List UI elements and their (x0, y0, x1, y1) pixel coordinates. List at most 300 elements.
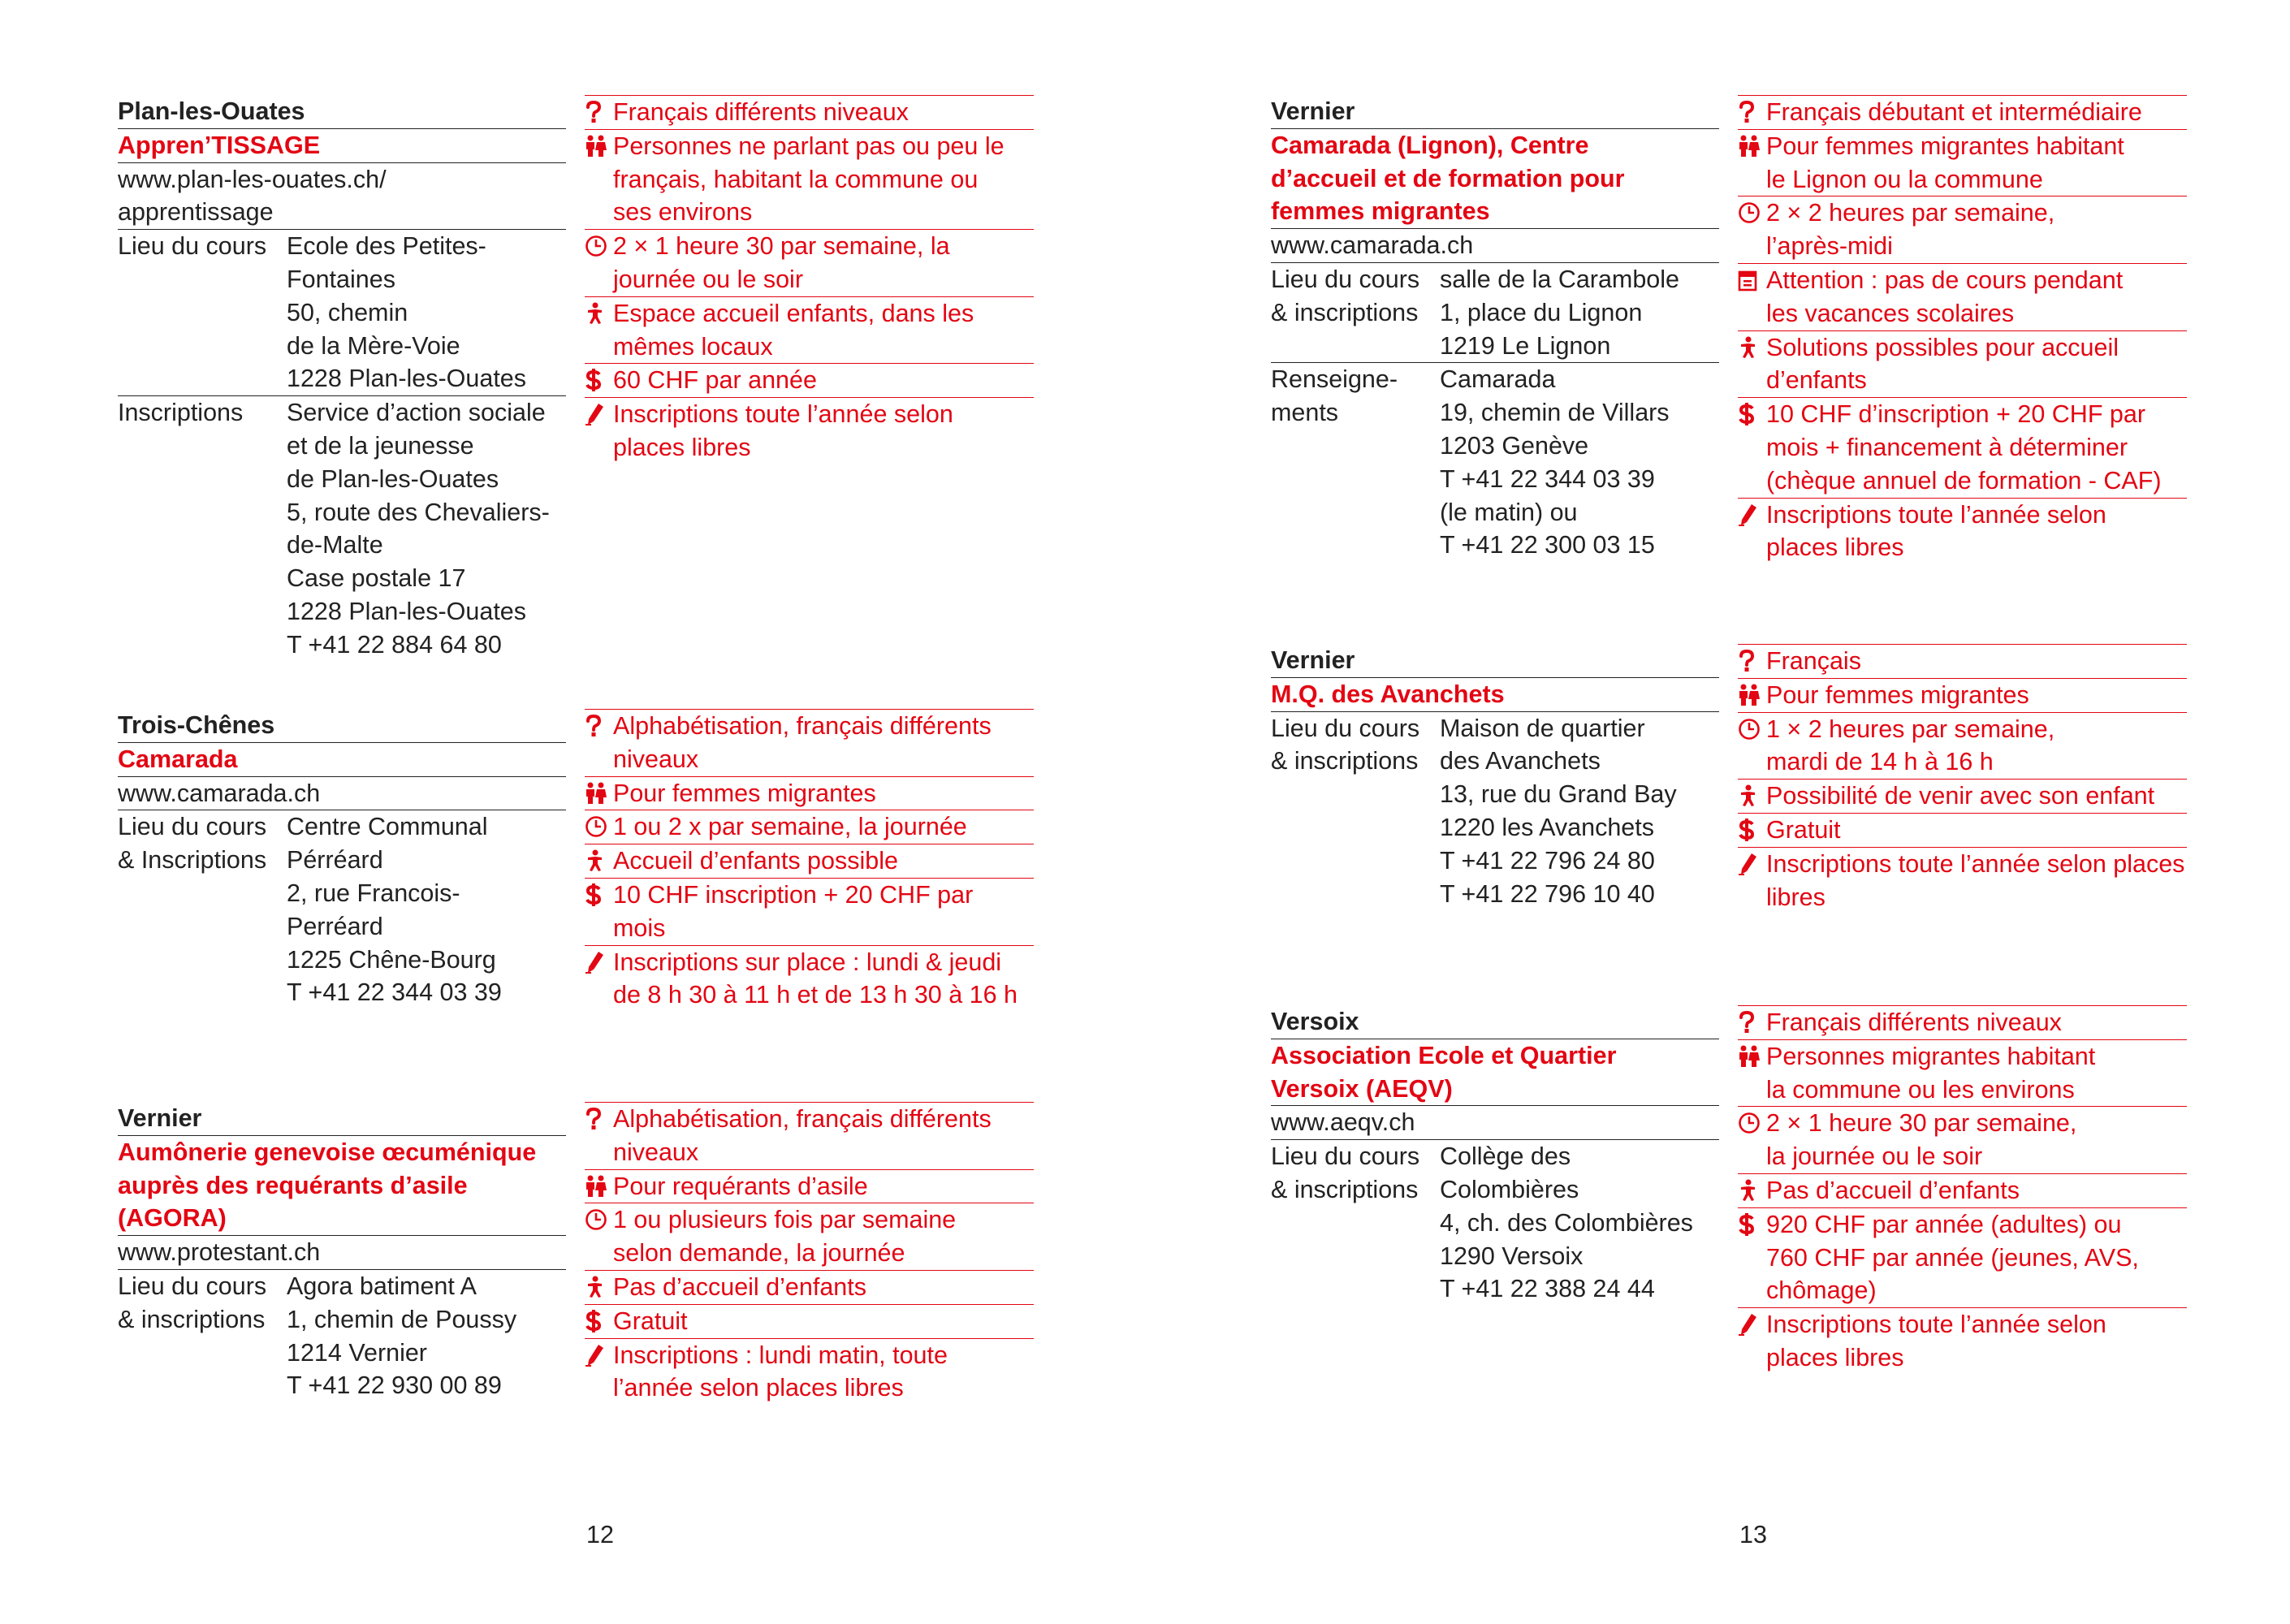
info-text (1766, 1208, 2187, 1307)
info-line: Inscriptions toute l’année selon (613, 400, 953, 429)
address-line: T +41 22 344 03 39 (1440, 464, 1655, 493)
info-line: 1 ou 2 x par semaine, la journée (613, 813, 967, 841)
address-line: T +41 22 388 24 44 (1440, 1275, 1655, 1303)
info-line: 2 × 1 heure 30 par semaine, la (613, 232, 950, 261)
address-line: et de la jeunesse (287, 431, 474, 460)
pen-icon (1738, 499, 1766, 565)
info-text (1766, 645, 2187, 678)
organization-line: Camarada (118, 745, 238, 773)
label-line: & inscriptions (118, 1305, 266, 1333)
info-text (613, 96, 1034, 129)
info-text (613, 1271, 1034, 1304)
address-block (118, 395, 566, 661)
info-item (1738, 712, 2187, 780)
course-info-list (585, 1102, 1034, 1405)
info-line: Alphabétisation, français différents (613, 712, 992, 740)
info-line: Solutions possibles pour accueil (1766, 333, 2119, 361)
info-item (1738, 678, 2187, 712)
info-line: Gratuit (1766, 815, 1841, 844)
address-line: Maison de quartier (1440, 714, 1645, 742)
info-item (585, 844, 1034, 878)
label-line: & inscriptions (1271, 298, 1419, 326)
address-line: T +41 22 344 03 39 (287, 978, 502, 1007)
info-item (585, 397, 1034, 464)
website-line[interactable]: apprentissage (118, 198, 274, 227)
website-link[interactable] (1271, 228, 1719, 262)
child-icon (585, 844, 613, 878)
address-line: 1, place du Lignon (1440, 298, 1643, 326)
info-item (585, 810, 1034, 844)
label-line: Lieu du cours (1271, 265, 1420, 293)
people-icon (1738, 130, 1766, 197)
info-item (1738, 196, 2187, 263)
info-line: 920 CHF par année (adultes) ou (1766, 1210, 2122, 1238)
info-text (613, 810, 1034, 844)
question-icon (585, 96, 613, 129)
entry-details (1271, 1005, 1719, 1306)
address-line: Pérréard (287, 846, 383, 875)
address-text (287, 230, 566, 395)
label-line: Lieu du cours (118, 1272, 267, 1300)
child-icon (1738, 1174, 1766, 1207)
info-text (1766, 1040, 2187, 1107)
dollar-icon (585, 1305, 613, 1338)
address-text (287, 396, 566, 661)
info-text (613, 130, 1034, 229)
label-line: Lieu du cours (1271, 1142, 1420, 1171)
website-link[interactable] (1271, 1105, 1719, 1139)
info-line: Personnes ne parlant pas ou peu le (613, 132, 1005, 160)
info-item (585, 95, 1034, 129)
info-line: Français débutant et intermédiaire (1766, 98, 2142, 126)
website-line[interactable]: www.aeqv.ch (1271, 1108, 1415, 1137)
child-icon (1738, 331, 1766, 398)
dollar-icon (1738, 814, 1766, 847)
info-item (1738, 1106, 2187, 1173)
address-line: 1225 Chêne-Bourg (287, 945, 496, 974)
label-line: Lieu du cours (118, 232, 267, 261)
address-line: Centre Communal (287, 813, 488, 841)
info-line: chômage) (1766, 1276, 1877, 1305)
info-line: Accueil d’enfants possible (613, 847, 898, 875)
organization-name (118, 742, 566, 776)
location-heading: Vernier (1271, 97, 1355, 125)
label-line: Inscriptions (118, 399, 244, 427)
info-item (585, 1304, 1034, 1338)
label-line: & inscriptions (1271, 747, 1419, 775)
address-line: 13, rue du Grand Bay (1440, 780, 1677, 809)
info-line: Attention : pas de cours pendant (1766, 266, 2124, 294)
info-item (1738, 1039, 2187, 1107)
info-line: mois + financement à déterminer (1766, 433, 2128, 461)
address-line: 1214 Vernier (287, 1338, 427, 1367)
info-text (613, 297, 1034, 364)
info-item (585, 1270, 1034, 1304)
address-label (1271, 363, 1440, 562)
info-text (1766, 1308, 2187, 1375)
page-number: 12 (586, 1521, 614, 1548)
address-line: Ecole des Petites- (287, 232, 486, 261)
organization-line: Camarada (Lignon), Centre (1271, 131, 1589, 159)
address-line: 1228 Plan-les-Ouates (287, 597, 527, 625)
info-line: Inscriptions : lundi matin, toute (613, 1341, 948, 1369)
child-icon (585, 1271, 613, 1304)
address-line: 19, chemin de Villars (1440, 399, 1670, 427)
info-item (585, 1203, 1034, 1270)
info-line: Inscriptions toute l’année selon (1766, 500, 2106, 529)
info-line: Possibilité de venir avec son enfant (1766, 782, 2155, 810)
info-line: 2 × 2 heures par semaine, (1766, 199, 2055, 227)
info-text (613, 1339, 1034, 1406)
organization-line: d’accueil et de formation pour (1271, 164, 1625, 192)
organization-name (1271, 128, 1719, 228)
info-line: Français différents niveaux (1766, 1009, 2062, 1036)
info-item (1738, 644, 2187, 678)
address-line: Fontaines (287, 265, 395, 293)
info-line: mois (613, 914, 666, 942)
address-label (1271, 1140, 1440, 1306)
address-text (287, 810, 566, 1009)
website-line[interactable]: www.camarada.ch (118, 779, 321, 807)
address-block (1271, 711, 1719, 911)
address-line: 2, rue Francois- (287, 879, 460, 907)
info-item (585, 776, 1034, 810)
dollar-icon (1738, 398, 1766, 497)
info-line: mêmes locaux (613, 332, 773, 361)
info-item (1738, 330, 2187, 398)
address-text (1440, 1140, 1719, 1306)
address-line: (le matin) ou (1440, 498, 1578, 526)
info-text (613, 946, 1034, 1013)
organization-line: Association Ecole et Quartier (1271, 1041, 1617, 1069)
info-text (1766, 713, 2187, 780)
entry-details (118, 95, 566, 662)
address-label (118, 230, 287, 395)
info-line: niveaux (613, 1138, 699, 1166)
address-line: Case postale 17 (287, 564, 466, 593)
course-info-list (1738, 95, 2187, 564)
website-line[interactable]: www.camarada.ch (1271, 231, 1474, 260)
pen-icon (585, 1339, 613, 1406)
info-item (1738, 813, 2187, 847)
pen-icon (585, 398, 613, 464)
info-line: Pas d’accueil d’enfants (1766, 1176, 2020, 1204)
info-line: 10 CHF d’inscription + 20 CHF par (1766, 400, 2146, 429)
organization-name (118, 128, 566, 162)
info-item (1738, 1307, 2187, 1375)
info-text (613, 1305, 1034, 1338)
question-icon (585, 1103, 613, 1169)
label-line: & Inscriptions (118, 846, 267, 875)
info-line: Personnes migrantes habitant (1766, 1042, 2096, 1070)
info-item (585, 878, 1034, 945)
clock-icon (585, 1203, 613, 1270)
course-info-list (1738, 644, 2187, 914)
info-text (613, 364, 1034, 397)
organization-line: (AGORA) (118, 1204, 227, 1233)
course-info-list (585, 95, 1034, 464)
people-icon (1738, 679, 1766, 712)
info-item (1738, 1005, 2187, 1039)
address-label (118, 1270, 287, 1402)
info-line: la journée ou le soir (1766, 1142, 1983, 1171)
address-line: de-Malte (287, 531, 383, 559)
info-text (613, 1203, 1034, 1270)
info-text (613, 1103, 1034, 1169)
child-icon (1738, 780, 1766, 813)
label-line: Lieu du cours (118, 813, 267, 841)
info-line: les vacances scolaires (1766, 299, 2015, 327)
entry-details (118, 709, 566, 1009)
info-text (1766, 780, 2187, 813)
address-text (1440, 363, 1719, 562)
calendar-icon (1738, 264, 1766, 330)
info-line: Pour femmes migrantes (1766, 680, 2029, 709)
info-line: niveaux (613, 745, 699, 773)
dollar-icon (585, 879, 613, 945)
address-line: T +41 22 884 64 80 (287, 630, 502, 659)
clock-icon (1738, 197, 1766, 263)
website-link[interactable] (118, 1235, 566, 1269)
pen-icon (1738, 1308, 1766, 1375)
pen-icon (585, 946, 613, 1013)
info-text (613, 844, 1034, 878)
address-line: Camarada (1440, 365, 1556, 394)
info-item (1738, 498, 2187, 565)
address-block (1271, 1139, 1719, 1306)
address-text (1440, 263, 1719, 362)
organization-line: Versoix (AEQV) (1271, 1074, 1453, 1103)
address-line: Service d’action sociale (287, 399, 546, 427)
info-line: 760 CHF par année (jeunes, AVS, (1766, 1243, 2139, 1272)
info-line: l’année selon places libres (613, 1374, 904, 1402)
question-icon (1738, 1006, 1766, 1039)
info-item (1738, 779, 2187, 813)
info-line: Pour femmes migrantes (613, 779, 876, 807)
address-line: 1219 Le Lignon (1440, 331, 1611, 360)
clock-icon (585, 230, 613, 296)
dollar-icon (585, 364, 613, 397)
info-line: Français différents niveaux (613, 98, 909, 126)
info-item (585, 945, 1034, 1013)
people-icon (585, 777, 613, 810)
info-item (585, 1102, 1034, 1169)
info-text (1766, 848, 2187, 914)
label-line: Lieu du cours (1271, 714, 1420, 742)
clock-icon (1738, 713, 1766, 780)
address-line: 1, chemin de Poussy (287, 1305, 517, 1333)
info-line: Gratuit (613, 1307, 688, 1335)
organization-line: Aumônerie genevoise œcuménique (118, 1138, 537, 1166)
location-heading: Vernier (118, 1104, 202, 1132)
info-item (585, 296, 1034, 364)
address-block (118, 810, 566, 1009)
info-item (1738, 129, 2187, 197)
address-label (1271, 263, 1440, 362)
info-item (585, 709, 1034, 776)
info-item (585, 1169, 1034, 1203)
info-text (1766, 1174, 2187, 1207)
organization-name (1271, 1039, 1719, 1106)
info-line: Inscriptions toute l’année selon (1766, 1311, 2106, 1339)
address-label (118, 810, 287, 1009)
info-line: 60 CHF par année (613, 366, 817, 395)
address-block (1271, 262, 1719, 362)
organization-line: femmes migrantes (1271, 197, 1490, 226)
clock-icon (1738, 1107, 1766, 1173)
info-line: de 8 h 30 à 11 h et de 13 h 30 à 16 h (613, 981, 1018, 1009)
entry-details (118, 1102, 566, 1402)
organization-line: M.Q. des Avanchets (1271, 680, 1505, 708)
location-heading: Trois-Chênes (118, 711, 275, 739)
info-text (1766, 264, 2187, 330)
info-item (1738, 1207, 2187, 1307)
organization-name (118, 1135, 566, 1235)
info-line: Alphabétisation, français différents (613, 1105, 992, 1133)
people-icon (1738, 1040, 1766, 1107)
child-icon (585, 297, 613, 364)
info-line: libres (1766, 883, 1826, 911)
info-line: (chèque annuel de formation - CAF) (1766, 466, 2162, 495)
address-line: 1228 Plan-les-Ouates (287, 365, 527, 393)
info-line: Français (1766, 647, 1861, 675)
location-heading: Versoix (1271, 1008, 1359, 1035)
address-line: 4, ch. des Colombières (1440, 1208, 1693, 1237)
info-item (1738, 263, 2187, 330)
address-line: 5, route des Chevaliers- (287, 498, 550, 526)
info-text (1766, 130, 2187, 197)
info-line: Inscriptions sur place : lundi & jeudi (613, 948, 1002, 976)
info-text (613, 398, 1034, 464)
info-text (1766, 398, 2187, 497)
info-item (1738, 95, 2187, 129)
info-text (1766, 1107, 2187, 1173)
info-line: places libres (613, 433, 751, 461)
info-text (613, 777, 1034, 810)
info-line: places libres (1766, 533, 1904, 562)
website-link[interactable] (118, 162, 566, 230)
people-icon (585, 130, 613, 229)
address-line: de Plan-les-Ouates (287, 464, 499, 493)
address-line: 1290 Versoix (1440, 1242, 1584, 1270)
info-item (585, 229, 1034, 296)
info-line: Espace accueil enfants, dans les (613, 299, 974, 327)
info-item (1738, 1173, 2187, 1207)
label-line: & inscriptions (1271, 1175, 1419, 1203)
address-line: Colombières (1440, 1175, 1579, 1203)
info-text (1766, 1006, 2187, 1039)
info-line: 10 CHF inscription + 20 CHF par (613, 880, 974, 909)
info-line: Pour requérants d’asile (613, 1172, 868, 1200)
info-line: places libres (1766, 1343, 1904, 1371)
people-icon (585, 1170, 613, 1203)
pen-icon (1738, 848, 1766, 914)
course-info-list (1738, 1005, 2187, 1375)
address-line: 1203 Genève (1440, 431, 1589, 460)
info-item (1738, 847, 2187, 914)
info-text (613, 230, 1034, 296)
info-item (585, 363, 1034, 397)
info-line: d’enfants (1766, 366, 1867, 395)
info-item (585, 1338, 1034, 1406)
info-line: la commune ou les environs (1766, 1075, 2075, 1104)
info-item (585, 129, 1034, 229)
website-line[interactable]: www.protestant.ch (118, 1238, 321, 1267)
address-text (287, 1270, 566, 1402)
info-text (613, 1170, 1034, 1203)
entry-details (1271, 95, 1719, 562)
info-line: Inscriptions toute l’année selon places (1766, 849, 2185, 878)
address-line: Collège des (1440, 1142, 1571, 1171)
course-info-list (585, 709, 1034, 1012)
organization-line: Appren’TISSAGE (118, 131, 321, 159)
info-line: 1 × 2 heures par semaine, (1766, 715, 2055, 743)
website-line[interactable]: www.plan-les-ouates.ch/ (118, 165, 387, 193)
clock-icon (585, 810, 613, 844)
address-line: T +41 22 796 24 80 (1440, 846, 1655, 875)
question-icon (1738, 645, 1766, 678)
question-icon (585, 710, 613, 776)
info-line: le Lignon ou la commune (1766, 165, 2043, 193)
address-label (118, 396, 287, 661)
website-link[interactable] (118, 776, 566, 810)
organization-name (1271, 677, 1719, 711)
info-line: 2 × 1 heure 30 par semaine, (1766, 1109, 2077, 1138)
info-line: 1 ou plusieurs fois par semaine (613, 1206, 957, 1234)
dollar-icon (1738, 1208, 1766, 1307)
info-text (1766, 197, 2187, 263)
info-text (1766, 679, 2187, 712)
info-line: mardi de 14 h à 16 h (1766, 748, 1994, 776)
address-line: 1220 les Avanchets (1440, 813, 1654, 841)
location-heading: Vernier (1271, 646, 1355, 674)
info-line: ses environs (613, 198, 753, 227)
info-text (1766, 331, 2187, 398)
address-line: de la Mère-Voie (287, 331, 460, 360)
info-line: journée ou le soir (613, 265, 803, 293)
address-line: Perréard (287, 912, 383, 940)
address-text (1440, 712, 1719, 911)
address-line: des Avanchets (1440, 747, 1601, 775)
location-heading: Plan-les-Ouates (118, 97, 305, 125)
address-line: T +41 22 930 00 89 (287, 1371, 502, 1400)
info-line: l’après-midi (1766, 232, 1893, 261)
question-icon (1738, 96, 1766, 129)
address-line: T +41 22 796 10 40 (1440, 879, 1655, 908)
address-line: salle de la Carambole (1440, 265, 1679, 293)
info-text (1766, 499, 2187, 565)
label-line: ments (1271, 399, 1339, 427)
label-line: Renseigne- (1271, 365, 1398, 394)
address-block (118, 229, 566, 395)
address-block (118, 1269, 566, 1402)
info-text (613, 879, 1034, 945)
address-label (1271, 712, 1440, 911)
info-line: Pas d’accueil d’enfants (613, 1272, 866, 1301)
info-text (613, 710, 1034, 776)
info-line: français, habitant la commune ou (613, 165, 979, 193)
info-line: Pour femmes migrantes habitant (1766, 132, 2124, 160)
organization-line: auprès des requérants d’asile (118, 1171, 468, 1199)
info-item (1738, 397, 2187, 497)
info-line: selon demande, la journée (613, 1239, 905, 1268)
address-block (1271, 362, 1719, 562)
address-line: Agora batiment A (287, 1272, 477, 1300)
address-line: 50, chemin (287, 298, 408, 326)
info-text (1766, 96, 2187, 129)
address-line: T +41 22 300 03 15 (1440, 531, 1655, 559)
page-number: 13 (1739, 1521, 1767, 1548)
